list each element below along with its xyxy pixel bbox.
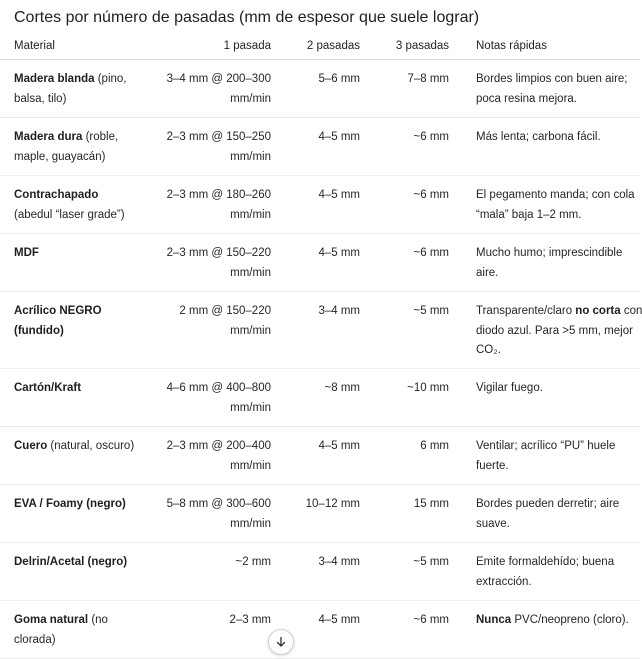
notes-text-line2: “mala” baja 1–2 mm. [476,208,582,221]
material-name: MDF [14,247,39,259]
notes-text-line2: extracción. [476,575,532,588]
cell-material [0,176,142,234]
notes-text: Transparente/claro [476,305,576,317]
table-row [0,176,640,234]
material-detail: (roble, maple, guayacán) [14,131,119,163]
material-detail: (no clorada) [14,614,108,646]
cell-material [0,427,142,485]
table-row [0,427,640,485]
table-row [0,543,640,601]
notes-text: Bordes pueden derretir; aire [476,498,620,510]
notes-text: El pegamento manda; con cola [476,189,635,201]
cell-pass-1: 2 mm @ 150–220 mm/min [142,292,271,369]
scroll-down-button[interactable] [268,629,294,655]
material-name: Goma natural [14,614,89,626]
cell-pass-3: 6 mm [360,427,449,485]
cell-notes [449,292,640,369]
cell-pass-2: 4–5 mm [271,234,360,292]
cell-notes [449,485,640,543]
cell-notes [449,118,640,176]
cell-pass-2: 10–12 mm [271,485,360,543]
cell-pass-2: 5–6 mm [271,60,360,118]
cell-material [0,234,142,292]
header-pass-2: 2 pasadas [271,35,360,60]
notes-text-line2: fuerte. [476,459,509,472]
notes-text-line2: diodo azul. Para >5 mm, mejor [476,324,633,337]
cell-material [0,543,142,601]
header-notes: Notas rápidas [449,35,640,60]
cell-pass-2: 4–5 mm [271,176,360,234]
material-name: Madera blanda [14,73,95,85]
arrow-down-icon [275,636,287,648]
cuts-table [0,35,640,659]
material-detail: (natural, oscuro) [47,440,135,452]
cell-material [0,485,142,543]
header-pass-1: 1 pasada [142,35,271,60]
table-row [0,485,640,543]
cell-notes [449,427,640,485]
cell-pass-2: 4–5 mm [271,427,360,485]
cell-material [0,601,142,659]
notes-emphasis: no corta [575,305,621,317]
cell-pass-2: 4–5 mm [271,601,360,659]
cell-pass-1: 2–3 mm @ 180–260 mm/min [142,176,271,234]
header-pass-3: 3 pasadas [360,35,449,60]
material-name: EVA / Foamy (negro) [14,498,126,510]
cell-pass-2: 3–4 mm [271,292,360,369]
material-name: Madera dura [14,131,83,143]
cell-pass-3: 15 mm [360,485,449,543]
material-name: Cuero [14,440,48,452]
cell-pass-1: ~2 mm [142,543,271,601]
material-detail: (pino, balsa, tilo) [14,73,127,105]
cell-pass-3: ~6 mm [360,234,449,292]
cell-notes [449,601,640,659]
table-row [0,601,640,659]
cell-notes [449,176,640,234]
notes-text-line3: CO₂. [476,344,501,356]
cell-pass-2: 3–4 mm [271,543,360,601]
notes-emphasis: Nunca [476,614,512,626]
cell-material [0,118,142,176]
table-header-row [0,35,640,60]
notes-text: Ventilar; acrílico “PU” huele [476,440,616,452]
notes-text-line2: aire. [476,266,499,279]
page-title: Cortes por número de pasadas (mm de espesor que suele lograr) [14,9,480,26]
table-row [0,292,640,369]
cell-pass-3: ~5 mm [360,543,449,601]
notes-text-line2: suave. [476,517,510,530]
header-material: Material [0,35,142,60]
cell-pass-3: ~6 mm [360,176,449,234]
cell-pass-1: 2–3 mm @ 150–220 mm/min [142,234,271,292]
material-name: Cartón/Kraft [14,382,82,394]
material-detail: (abedul “laser grade”) [14,208,125,221]
cell-pass-1: 2–3 mm @ 200–400 mm/min [142,427,271,485]
material-name: Acrílico NEGRO (fundido) [14,305,102,337]
cell-pass-2: 4–5 mm [271,118,360,176]
table-row [0,118,640,176]
cell-notes [449,234,640,292]
cell-pass-3: ~10 mm [360,369,449,427]
table-row [0,369,640,427]
notes-text: Vigilar fuego. [476,382,543,394]
cell-pass-1: 4–6 mm @ 400–800 mm/min [142,369,271,427]
notes-text: Bordes limpios con buen aire; [476,73,628,85]
cell-pass-1: 3–4 mm @ 200–300 mm/min [142,60,271,118]
material-name: Delrin/Acetal (negro) [14,556,128,568]
cell-material [0,60,142,118]
cell-pass-2: ~8 mm [271,369,360,427]
cell-pass-1: 2–3 mm @ 150–250 mm/min [142,118,271,176]
notes-text-tail: PVC/neopreno (cloro). [511,614,629,626]
table-row [0,234,640,292]
cell-pass-3: ~6 mm [360,601,449,659]
notes-text: Emite formaldehído; buena [476,556,615,568]
cell-notes [449,60,640,118]
cell-notes [449,543,640,601]
notes-text: Más lenta; carbona fácil. [476,131,601,143]
cell-notes [449,369,640,427]
table-row [0,60,640,118]
material-name: Contrachapado [14,189,99,201]
cell-pass-1: 5–8 mm @ 300–600 mm/min [142,485,271,543]
cell-material [0,369,142,427]
cell-pass-3: ~5 mm [360,292,449,369]
cell-pass-1: 2–3 mm [142,601,271,659]
cell-material [0,292,142,369]
notes-text-tail: con [620,305,642,317]
cell-pass-3: ~6 mm [360,118,449,176]
cell-pass-3: 7–8 mm [360,60,449,118]
notes-text: Mucho humo; imprescindible [476,247,623,259]
notes-text-line2: poca resina mejora. [476,92,577,105]
